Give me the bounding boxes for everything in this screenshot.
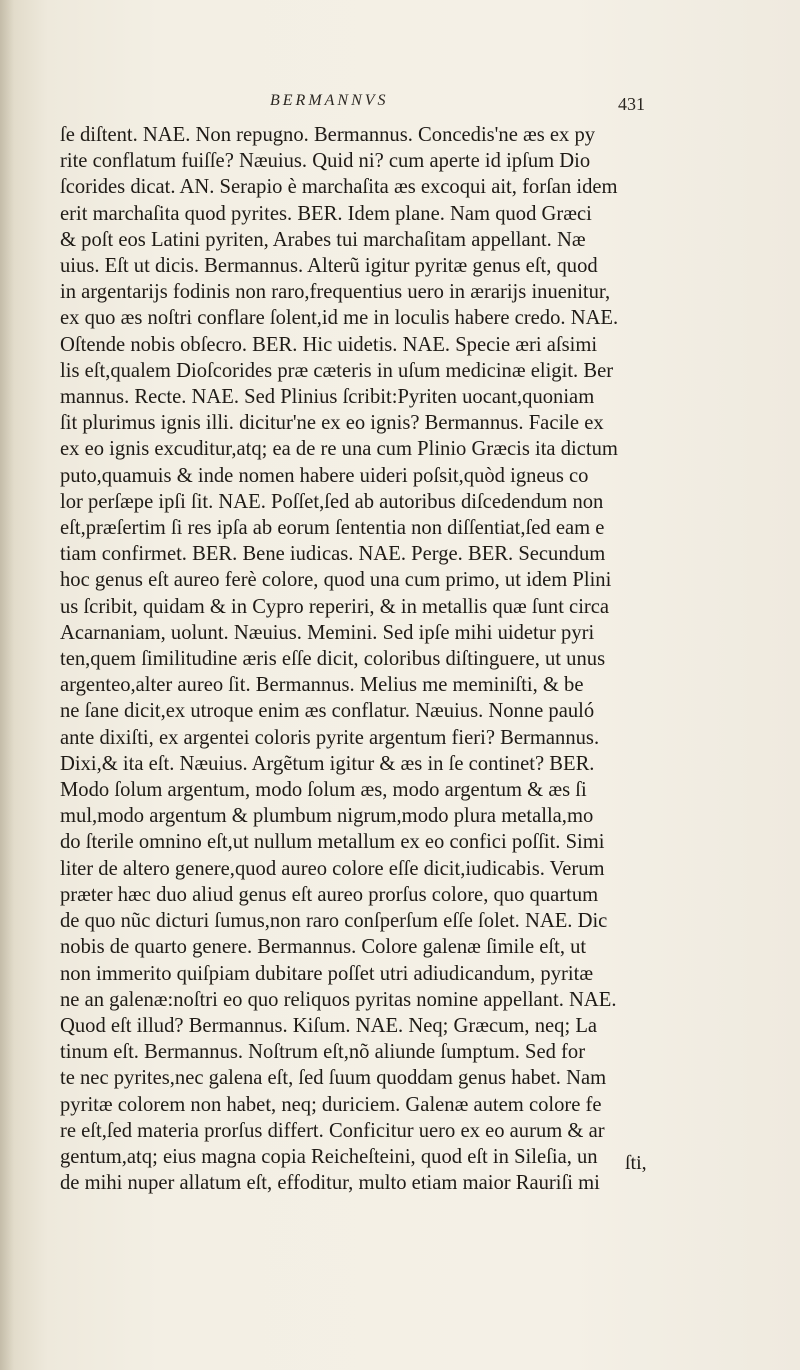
text-line: tiam confirmet. BER. Bene iudicas. NAE. Perge. BER. Secundum — [60, 543, 606, 566]
page-number: 431 — [618, 94, 645, 114]
text-line: non immerito quiſpiam dubitare poſſet utri adiudicandum, pyritæ — [60, 962, 594, 985]
text-line: Modo ſolum argentum, modo ſolum æs, modo argentum & æs ſi — [60, 779, 587, 802]
text-line: Oſtende nobis obſecro. BER. Hic uidetis. NAE. Specie æri aſsimi — [60, 333, 598, 356]
text-line: nobis de quarto genere. Bermannus. Colore galenæ ſimile eſt, ut — [60, 936, 587, 959]
text-line: de quo nũc dicturi ſumus,non raro conſperſum eſſe ſolet. NAE. Dic — [60, 910, 608, 933]
text-line: ex eo ignis excuditur,atq; ea de re una cum Plinio Græcis ita dictum — [60, 438, 618, 461]
text-line: re eſt,ſed materia prorſus differt. Conficitur uero ex eo aurum & ar — [60, 1119, 605, 1142]
text-line: eſt,præſertim ſi res ipſa ab eorum ſententia non diſſentiat,ſed eam e — [60, 517, 605, 540]
text-line: Dixi,& ita eſt. Næuius. Argẽtum igitur & æs in ſe continet? BER. — [60, 752, 595, 775]
text-line: hoc genus eſt aureo ferè colore, quod una cum primo, ut idem Plini — [60, 569, 612, 592]
text-line: liter de altero genere,quod aureo colore eſſe dicit,iudicabis. Verum — [60, 857, 605, 880]
text-line: ne ſane dicit,ex utroque enim æs conflatur. Næuius. Nonne pauló — [60, 700, 595, 723]
text-line: uius. Eſt ut dicis. Bermannus. Alterũ igitur pyritæ genus eſt, quod — [60, 255, 598, 278]
text-line: in argentarijs fodinis non raro,frequentius uero in ærarijs inuenitur, — [60, 281, 611, 304]
text-line: argenteo,alter aureo ſit. Bermannus. Melius me meminiſti, & be — [60, 674, 584, 697]
text-line: ſcorides dicat. AN. Serapio è marchaſita æs excoqui ait, forſan idem — [60, 176, 618, 199]
catchword: ſti, — [625, 1152, 647, 1174]
text-line: ex quo æs noſtri conflare ſolent,id me in loculis habere credo. NAE. — [60, 307, 619, 330]
text-line: de mihi nuper allatum eſt, effoditur, multo etiam maior Rauriſi mi — [60, 1172, 600, 1195]
body-text — [48, 122, 768, 1196]
text-line: us ſcribit, quidam & in Cypro reperiri, & in metallis quæ ſunt circa — [60, 595, 610, 618]
text-line: tinum eſt. Bermannus. Noſtrum eſt,nõ aliunde ſumptum. Sed for — [60, 1041, 586, 1064]
text-line: do ſterile omnino eſt,ut nullum metallum ex eo confici poſſit. Simi — [60, 831, 605, 854]
text-line: te nec pyrites,nec galena eſt, ſed ſuum quoddam genus habet. Nam — [60, 1067, 607, 1090]
text-line: præter hæc duo aliud genus eſt aureo prorſus colore, quo quartum — [60, 883, 599, 906]
text-line: lis eſt,qualem Dioſcorides præ cæteris in uſum medicinæ eligit. Ber — [60, 359, 614, 382]
text-line: ante dixiſti, ex argentei coloris pyrite argentum fieri? Bermannus. — [60, 726, 600, 749]
running-head — [0, 90, 800, 124]
text-line: pyritæ colorem non habet, neq; duriciem. Galenæ autem colore fe — [60, 1093, 602, 1116]
page-gutter-shadow — [0, 0, 14, 1370]
text-line: ſit plurimus ignis illi. dicitur'ne ex eo ignis? Bermannus. Facile ex — [60, 412, 604, 435]
text-line: gentum,atq; eius magna copia Reicheſteini, quod eſt in Sileſia, un — [60, 1145, 598, 1168]
text-line: ſe diſtent. NAE. Non repugno. Bermannus. Concedis'ne æs ex py — [60, 124, 596, 146]
text-line: puto,quamuis & inde nomen habere uideri poſsit,quòd igneus co — [60, 464, 589, 487]
text-line: ten,quem ſimilitudine æris eſſe dicit, coloribus diſtinguere, ut unus — [60, 648, 606, 671]
text-line: Quod eſt illud? Bermannus. Kiſum. NAE. Neq; Græcum, neq; La — [60, 1014, 598, 1037]
running-title: BERMANNVS — [270, 92, 389, 109]
text-line: Acarnaniam, uolunt. Næuius. Memini. Sed ipſe mihi uidetur pyri — [60, 621, 595, 644]
text-line: erit marchaſita quod pyrites. BER. Idem plane. Nam quod Græci — [60, 202, 592, 225]
text-line: lor perſæpe ipſi ſit. NAE. Poſſet,ſed ab autoribus diſcedendum non — [60, 490, 604, 513]
text-line: ne an galenæ:noſtri eo quo reliquos pyritas nomine appellant. NAE. — [60, 988, 617, 1011]
text-line: mannus. Recte. NAE. Sed Plinius ſcribit:Pyriten uocant,quoniam — [60, 386, 595, 409]
text-line: rite conflatum fuiſſe? Næuius. Quid ni? cum aperte id ipſum Dio — [60, 150, 591, 173]
text-line: & poſt eos Latini pyriten, Arabes tui marchaſitam appellant. Næ — [60, 228, 586, 251]
text-line: mul,modo argentum & plumbum nigrum,modo plura metalla,mo — [60, 805, 594, 828]
